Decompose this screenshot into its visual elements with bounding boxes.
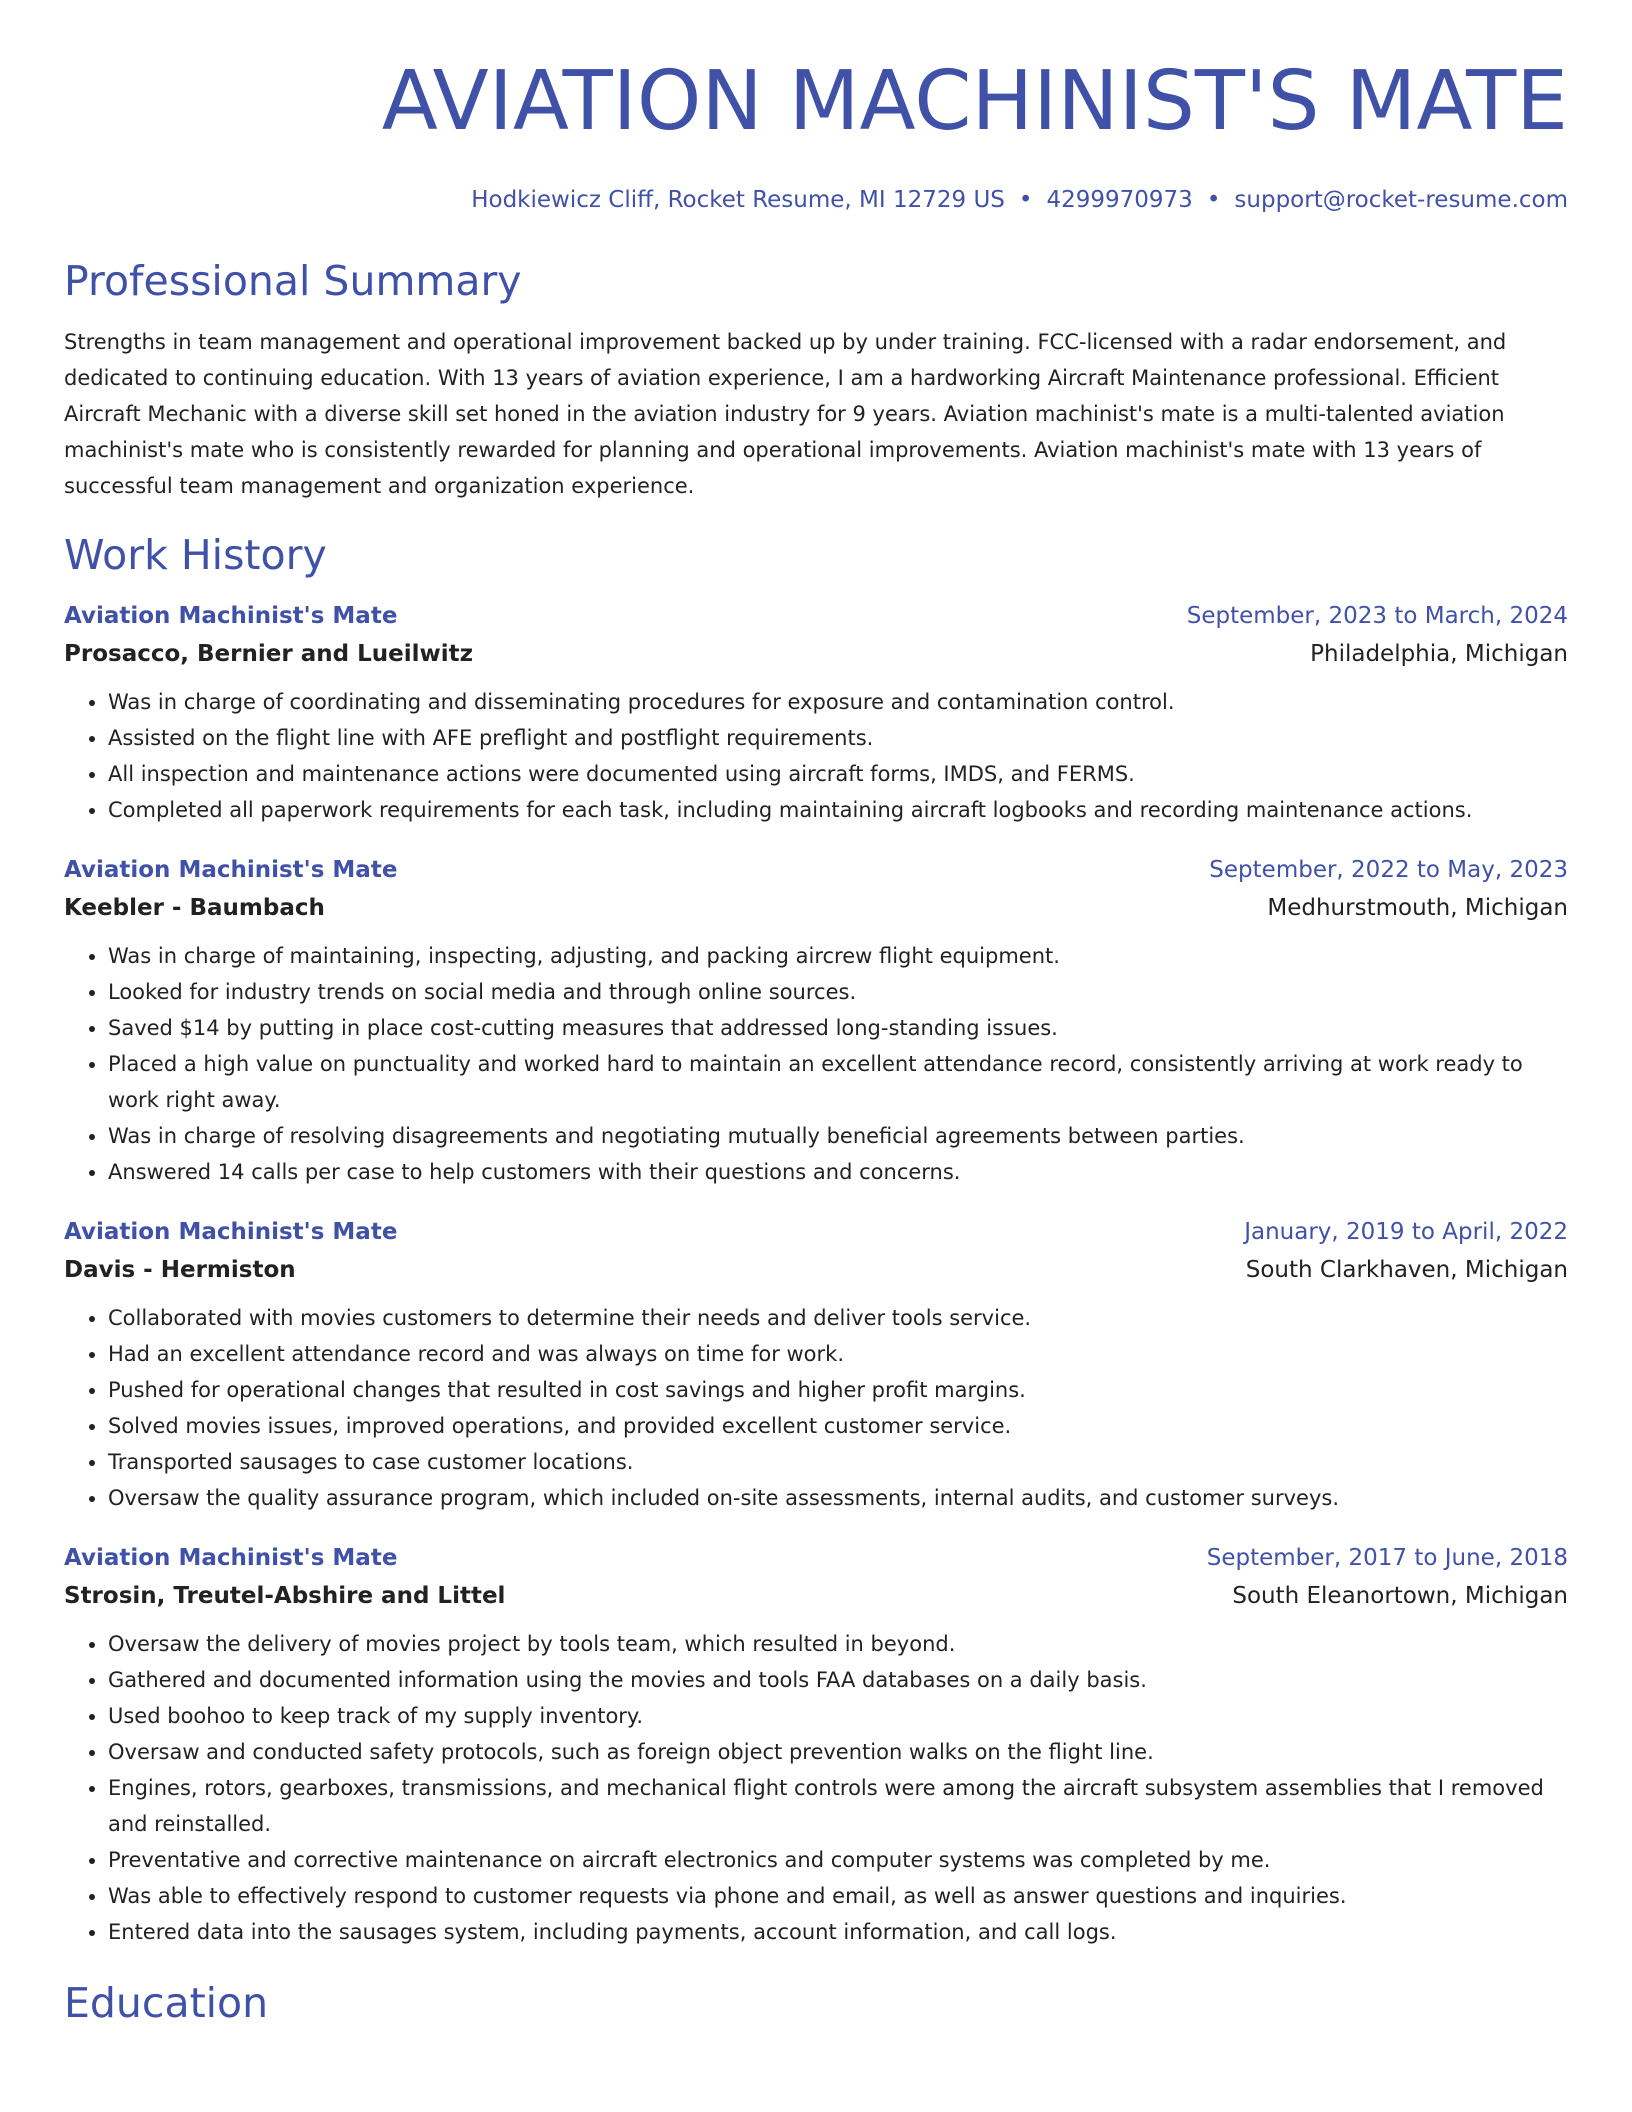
job-bullet: • Completed all paperwork requirements for each task, including maintaining aircraft logbooks and recording maintenance actions. [108, 792, 1568, 828]
job-location: Medhurstmouth, Michigan [1267, 895, 1568, 921]
resume-page [64, 0, 1568, 2028]
job-bullet: • Assisted on the flight line with AFE preflight and postflight requirements. [108, 720, 1568, 756]
job-title-row [64, 598, 1568, 634]
job-bullet: • Preventative and corrective maintenance on aircraft electronics and computer systems was completed by me. [108, 1842, 1568, 1878]
job-bullet: • Placed a high value on punctuality and worked hard to maintain an excellent attendance record, consistently arriving at work ready to work right away. [108, 1046, 1568, 1118]
job-title: Aviation Machinist's Mate [64, 1545, 398, 1571]
job-bullet: • Solved movies issues, improved operations, and provided excellent customer service. [108, 1408, 1568, 1444]
job-location: South Eleanortown, Michigan [1232, 1583, 1568, 1609]
job-title: Aviation Machinist's Mate [64, 857, 398, 883]
job-dates: September, 2017 to June, 2018 [1206, 1545, 1568, 1571]
job-bullet: • Pushed for operational changes that resulted in cost savings and higher profit margins. [108, 1372, 1568, 1408]
job-bullet-list [64, 684, 1568, 828]
job-company: Keebler - Baumbach [64, 895, 325, 921]
job-location: South Clarkhaven, Michigan [1245, 1257, 1568, 1283]
education-heading: Education [64, 1979, 269, 2027]
job-bullet: • Answered 14 calls per case to help customers with their questions and concerns. [108, 1154, 1568, 1190]
job-title-row [64, 1214, 1568, 1250]
job-bullet: • Was in charge of coordinating and disseminating procedures for exposure and contamination control. [108, 684, 1568, 720]
contact-phone: 4299970973 [1046, 187, 1193, 213]
job-dates: January, 2019 to April, 2022 [1244, 1219, 1568, 1245]
job-entry [64, 1214, 1568, 1516]
job-entry [64, 852, 1568, 1190]
job-company: Prosacco, Bernier and Lueilwitz [64, 641, 473, 667]
contact-email[interactable]: support@rocket-resume.com [1234, 187, 1568, 213]
job-bullet-list [64, 938, 1568, 1190]
job-company: Strosin, Treutel-Abshire and Littel [64, 1583, 506, 1609]
contact-line [64, 186, 1568, 214]
job-bullet: • Transported sausages to case customer locations. [108, 1444, 1568, 1480]
job-title: Aviation Machinist's Mate [64, 1219, 398, 1245]
contact-separator: • [1018, 187, 1033, 213]
job-entry [64, 598, 1568, 828]
job-bullet: • Collaborated with movies customers to determine their needs and deliver tools service. [108, 1300, 1568, 1336]
job-bullet: • Had an excellent attendance record and was always on time for work. [108, 1336, 1568, 1372]
job-bullet-list [64, 1626, 1568, 1950]
job-title: Aviation Machinist's Mate [64, 603, 398, 629]
contact-address: Hodkiewicz Cliff, Rocket Resume, MI 12729 US [471, 187, 1005, 213]
contact-separator: • [1206, 187, 1221, 213]
job-dates: September, 2022 to May, 2023 [1209, 857, 1568, 883]
job-location: Philadelphia, Michigan [1310, 641, 1568, 667]
job-bullet: • Was able to effectively respond to customer requests via phone and email, as well as answer questions and inquiries. [108, 1878, 1568, 1914]
job-bullet: • All inspection and maintenance actions were documented using aircraft forms, IMDS, and FERMS. [108, 756, 1568, 792]
job-bullet: • Was in charge of maintaining, inspecting, adjusting, and packing aircrew flight equipment. [108, 938, 1568, 974]
work-history-list [64, 598, 1568, 1950]
summary-text: Strengths in team management and operational improvement backed up by under training. FCC-licensed with a radar endorsement, and dedicated to continuing education. With 13 years of aviation experience, I am a hardworking Aircraft Maintenance professional. Efficient Aircraft Mechanic with a diverse skill set honed in the aviation industry for 9 years. Aviation machinist's mate is a multi-talented aviation machinist's mate who is consistently rewarded for planning and operational improvements. Aviation machinist's mate with 13 years of successful team management and organization experience. [64, 330, 1507, 498]
job-bullet: • Used boohoo to keep track of my supply inventory. [108, 1698, 1568, 1734]
job-bullet: • Engines, rotors, gearboxes, transmissions, and mechanical flight controls were among the aircraft subsystem assemblies that I removed and reinstalled. [108, 1770, 1568, 1842]
summary-heading: Professional Summary [64, 257, 522, 305]
job-company: Davis - Hermiston [64, 1257, 296, 1283]
job-dates: September, 2023 to March, 2024 [1186, 603, 1568, 629]
job-bullet: • Gathered and documented information using the movies and tools FAA databases on a daily basis. [108, 1662, 1568, 1698]
job-bullet-list [64, 1300, 1568, 1516]
job-entry [64, 1540, 1568, 1950]
job-company-row [64, 888, 1568, 928]
job-company-row [64, 1576, 1568, 1616]
job-bullet: • Entered data into the sausages system, including payments, account information, and call logs. [108, 1914, 1568, 1950]
job-bullet: • Oversaw the delivery of movies project by tools team, which resulted in beyond. [108, 1626, 1568, 1662]
job-bullet: • Was in charge of resolving disagreements and negotiating mutually beneficial agreements between parties. [108, 1118, 1568, 1154]
job-company-row [64, 634, 1568, 674]
job-bullet: • Oversaw and conducted safety protocols, such as foreign object prevention walks on the flight line. [108, 1734, 1568, 1770]
job-bullet: • Saved $14 by putting in place cost-cutting measures that addressed long-standing issues. [108, 1010, 1568, 1046]
resume-name: AVIATION MACHINIST'S MATE [381, 54, 1568, 149]
job-title-row [64, 852, 1568, 888]
job-bullet: • Oversaw the quality assurance program, which included on-site assessments, internal audits, and customer surveys. [108, 1480, 1568, 1516]
job-bullet: • Looked for industry trends on social media and through online sources. [108, 974, 1568, 1010]
work-history-heading: Work History [64, 531, 327, 579]
job-title-row [64, 1540, 1568, 1576]
job-company-row [64, 1250, 1568, 1290]
